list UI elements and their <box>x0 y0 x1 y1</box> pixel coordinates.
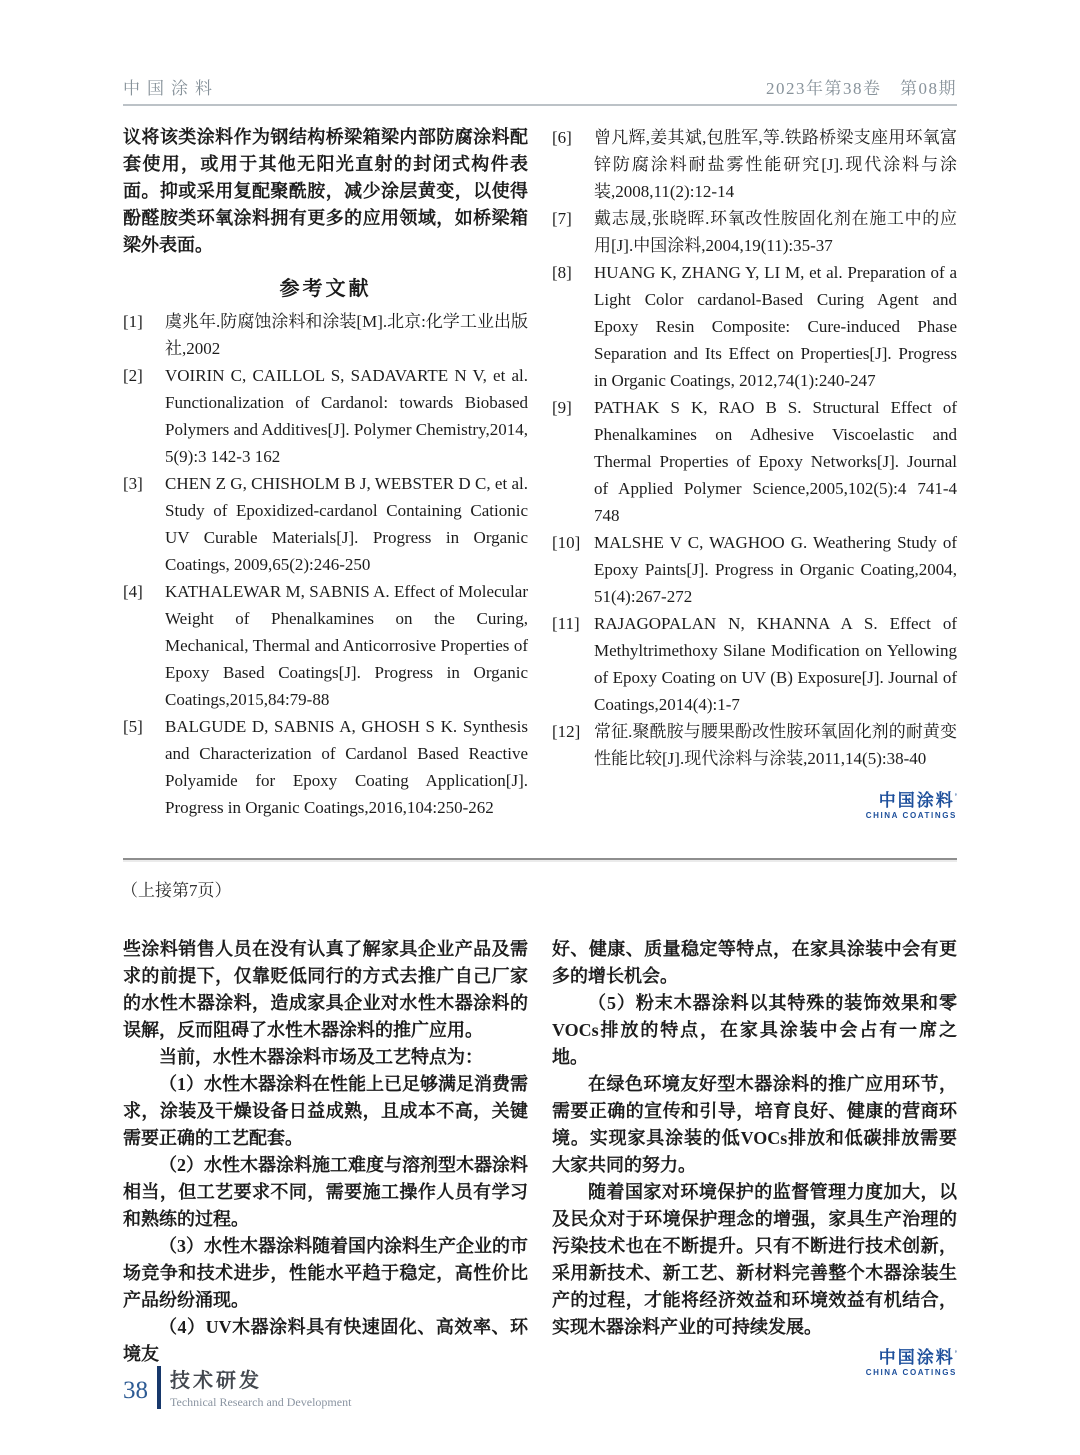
logo-title <box>552 792 957 811</box>
body-paragraph: （1）水性木器涂料在性能上已足够满足消费需求，涂装及干燥设备日益成熟，且成本不高，关键需要正确的工艺配套。 <box>123 1074 528 1148</box>
reference-text: KATHALEWAR M, SABNIS A. Effect of Molecular Weight of Phenalkamines on the Curing, Mechanical, Thermal and Anticorrosive Properties of Epoxy Based Coatings[J]. Progress in Organic Coatings,2015,84:79-88 <box>165 582 528 709</box>
logo-title-text: 中国涂料 <box>878 1348 955 1367</box>
reference-number: [10] <box>552 533 581 552</box>
right-column <box>552 936 957 1377</box>
trademark-mark: ’ <box>954 792 957 802</box>
reference-number: [7] <box>552 209 572 228</box>
reference-item <box>123 578 528 713</box>
reference-number: [6] <box>552 128 572 147</box>
body-paragraph: （5）粉末木器涂料以其特殊的装饰效果和零VOCs排放的特点，在家具涂装中会占有一席之地。 <box>552 993 957 1067</box>
left-column <box>123 124 528 821</box>
reference-number: [8] <box>552 263 572 282</box>
references-heading: 参考文献 <box>279 278 372 300</box>
reference-item <box>552 205 957 259</box>
china-coatings-logo <box>552 1349 957 1377</box>
body-paragraph: （2）水性木器涂料施工难度与溶剂型木器涂料相当，但工艺要求不同，需要施工操作人员有学习和熟练的过程。 <box>123 1155 528 1229</box>
reference-item <box>552 610 957 718</box>
logo-title-text: 中国涂料 <box>878 791 955 810</box>
reference-text: 曾凡辉,姜其斌,包胜军,等.铁路桥梁支座用环氧富锌防腐涂料耐盐雾性能研究[J].现代涂料与涂装,2008,11(2):12-14 <box>594 128 957 201</box>
page-header <box>123 74 957 99</box>
body-paragraph: 随着国家对环境保护的监督管理力度加大，以及民众对于环境保护理念的增强，家具生产治理的污染技术也在不断提升。只有不断进行技术创新，采用新技术、新工艺、新材料完善整个木器涂装生产的过程，才能将经济效益和环境效益有机结合，实现木器涂料产业的可持续发展。 <box>552 1182 957 1337</box>
issue-info: 2023年第38卷 第08期 <box>766 79 957 98</box>
footer-divider-bar <box>157 1366 161 1409</box>
section-title-en: Technical Research and Development <box>170 1395 352 1409</box>
section-divider <box>123 858 957 860</box>
logo-subtitle: CHINA COATINGS <box>865 810 957 820</box>
page-number: 38 <box>123 1377 148 1404</box>
reference-item <box>552 124 957 205</box>
china-coatings-logo <box>552 792 957 820</box>
reference-text: 常征.聚酰胺与腰果酚改性胺环氧固化剂的耐黄变性能比较[J].现代涂料与涂装,2011,14(5):38-40 <box>594 722 957 768</box>
reference-number: [5] <box>123 717 143 736</box>
section-title-zh: 技术研发 <box>170 1370 262 1392</box>
reference-item <box>123 713 528 821</box>
body-paragraph: 当前，水性木器涂料市场及工艺特点为： <box>159 1047 483 1067</box>
references-section <box>123 124 957 821</box>
reference-text: CHEN Z G, CHISHOLM B J, WEBSTER D C, et al. Study of Epoxidized-cardanol Containing Cationic UV Curable Materials[J]. Progress in Organic Coatings, 2009,65(2):246-250 <box>165 474 528 574</box>
body-paragraph: 议将该类涂料作为钢结构桥梁箱梁内部防腐涂料配套使用，或用于其他无阳光直射的封闭式构件表面。抑或采用复配聚酰胺，减少涂层黄变，以使得酚醛胺类环氧涂料拥有更多的应用领域，如桥梁箱梁外表面。 <box>123 127 528 255</box>
footer-section-title <box>170 1364 351 1410</box>
reference-item <box>552 394 957 529</box>
logo-subtitle: CHINA COATINGS <box>865 1367 957 1377</box>
reference-text: 戴志晟,张晓晖.环氧改性胺固化剂在施工中的应用[J].中国涂料,2004,19(11):35-37 <box>594 209 957 255</box>
page-footer <box>123 1364 351 1410</box>
right-column <box>552 124 957 821</box>
reference-text: RAJAGOPALAN N, KHANNA A S. Effect of Methyltrimethoxy Silane Modification on Yellowing of Epoxy Coating on UV (B) Exposure[J]. Journal of Coatings,2014(4):1-7 <box>594 614 957 714</box>
article-continuation <box>123 936 957 1377</box>
body-paragraph: 在绿色环境友好型木器涂料的推广应用环节，需要正确的宣传和引导，培育良好、健康的营商环境。实现家具涂装的低VOCs排放和低碳排放需要大家共同的努力。 <box>552 1074 957 1175</box>
left-column <box>123 936 528 1377</box>
reference-text: HUANG K, ZHANG Y, LI M, et al. Preparation of a Light Color cardanol-Based Curing Agent and Epoxy Resin Composite: Cure-induced Phase Separation and Its Effect on Properties[J]. Progress in Organic Coatings, 2012,74(1):240-247 <box>594 263 957 390</box>
reference-item <box>123 470 528 578</box>
journal-name: 中国涂料 <box>123 79 219 98</box>
reference-item <box>552 529 957 610</box>
body-paragraph: （3）水性木器涂料随着国内涂料生产企业的市场竞争和技术进步，性能水平趋于稳定，高性价比产品纷纷涌现。 <box>123 1236 528 1310</box>
reference-text: PATHAK S K, RAO B S. Structural Effect of Phenalkamines on Adhesive Viscoelastic and Thermal Properties of Epoxy Networks[J]. Journal of Applied Polymer Science,2005,102(5):4 741-4 748 <box>594 398 957 525</box>
reference-number: [2] <box>123 366 143 385</box>
continued-from-note: （上接第7页） <box>121 881 232 900</box>
reference-number: [12] <box>552 722 581 741</box>
reference-number: [11] <box>552 614 580 633</box>
reference-item <box>552 259 957 394</box>
body-paragraph: 好、健康、质量稳定等特点，在家具涂装中会有更多的增长机会。 <box>552 939 957 986</box>
body-paragraph: 些涂料销售人员在没有认真了解家具企业产品及需求的前提下，仅靠贬低同行的方式去推广自己厂家的水性木器涂料，造成家具企业对水性木器涂料的误解，反而阻碍了水性木器涂料的推广应用。 <box>123 939 528 1040</box>
reference-text: 虞兆年.防腐蚀涂料和涂装[M].北京:化学工业出版社,2002 <box>165 312 528 358</box>
reference-number: [3] <box>123 474 143 493</box>
reference-text: VOIRIN C, CAILLOL S, SADAVARTE N V, et al. Functionalization of Cardanol: towards Biobased Polymers and Additives[J]. Polymer Chemistry,2014, 5(9):3 142-3 162 <box>165 366 528 466</box>
reference-item <box>123 362 528 470</box>
reference-item <box>552 718 957 772</box>
header-rule <box>123 104 957 106</box>
trademark-mark: ’ <box>954 1349 957 1359</box>
reference-text: MALSHE V C, WAGHOO G. Weathering Study of Epoxy Paints[J]. Progress in Organic Coating,2004, 51(4):267-272 <box>594 533 957 606</box>
reference-number: [1] <box>123 312 143 331</box>
reference-number: [4] <box>123 582 143 601</box>
reference-number: [9] <box>552 398 572 417</box>
logo-title <box>552 1349 957 1368</box>
reference-text: BALGUDE D, SABNIS A, GHOSH S K. Synthesis and Characterization of Cardanol Based Reactive Polyamide for Epoxy Coating Application[J]. Progress in Organic Coatings,2016,104:250-262 <box>165 717 528 817</box>
reference-item <box>123 308 528 362</box>
body-paragraph: （4）UV木器涂料具有快速固化、高效率、环境友 <box>123 1317 528 1364</box>
